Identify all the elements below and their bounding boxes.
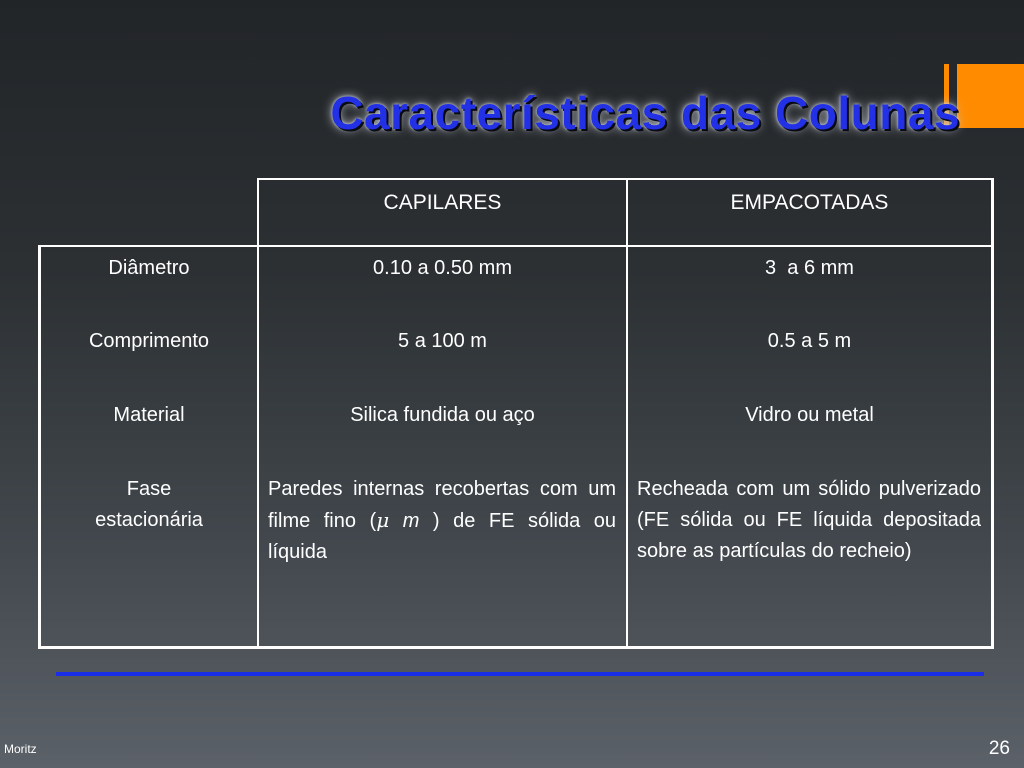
blue-rule (56, 672, 984, 676)
cell-capilares-fase-estacionaria (268, 474, 616, 568)
table-border-left (38, 245, 41, 649)
capilares-fase-text-part1: Paredes internas recobertas com um filme fino ( (268, 478, 616, 532)
capilares-fase-text-part2: ) de FE sólida ou líquida (268, 510, 616, 563)
cell-empacotadas-diametro: 3 a 6 mm (765, 257, 854, 279)
cell-empacotadas-material: Vidro ou metal (745, 404, 874, 426)
cell-capilares-diametro: 0.10 a 0.50 mm (373, 257, 512, 279)
row-label-fase-line2: estacionária (95, 509, 203, 531)
meter-unit: m (402, 510, 420, 532)
micro-symbol: μ (376, 508, 390, 532)
table-border-right (991, 178, 994, 649)
row-label-diametro: Diâmetro (108, 257, 190, 279)
cell-empacotadas-fase-estacionaria: Recheada com um sólido pulverizado (FE sólida ou FE líquida depositada sobre as partículas do recheio) (637, 478, 981, 562)
accent-block (957, 64, 1024, 128)
header-capilares: CAPILARES (383, 191, 502, 214)
row-label-material: Material (113, 404, 185, 426)
table-border-bottom (38, 646, 994, 649)
row-label-comprimento: Comprimento (88, 330, 210, 352)
table-header-divider (38, 245, 994, 247)
cell-empacotadas-comprimento: 0.5 a 5 m (767, 330, 852, 352)
row-label-fase-estacionaria (41, 474, 257, 536)
row-label-fase-line1: Fase (126, 478, 172, 500)
cell-capilares-comprimento: 5 a 100 m (398, 330, 487, 352)
slide-number: 26 (988, 738, 1010, 759)
slide-title: Características das Colunas (330, 87, 960, 139)
footer-author: Moritz (4, 742, 37, 756)
cell-capilares-material: Silica fundida ou aço (350, 404, 535, 426)
header-empacotadas: EMPACOTADAS (730, 191, 889, 214)
